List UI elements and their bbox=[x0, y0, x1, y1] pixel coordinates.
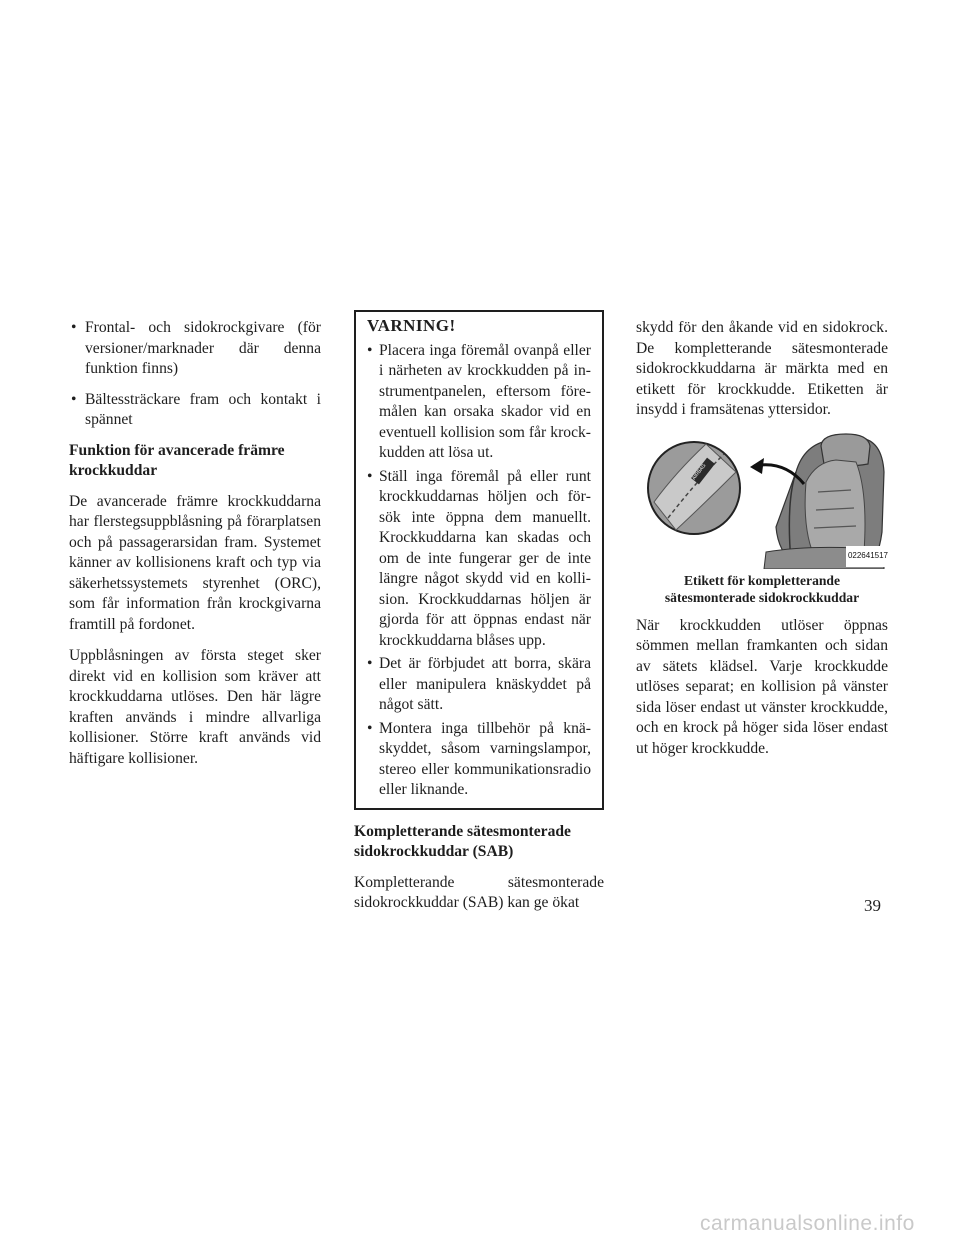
left-column bbox=[69, 318, 321, 780]
sensor-list bbox=[69, 318, 321, 431]
right-column bbox=[636, 318, 888, 770]
watermark: carmanualsonline.info bbox=[700, 1212, 915, 1235]
warning-item: • Ställ inga föremål på eller runt krockkuddarnas höljen och försök inte öppna dem manuellt. Krockkuddarna kan skadas och om de inte fungerar ger de inte längre något skydd vid en kollision. Krockkuddarnas höljen är gjorda för att öppnas endast när krockkuddarna blåses upp. bbox=[367, 467, 591, 652]
page-number: 39 bbox=[864, 896, 881, 915]
image-code: 022641517 bbox=[846, 546, 890, 567]
caption-line: Etikett för kompletterande bbox=[683, 572, 841, 588]
warning-box bbox=[354, 310, 604, 810]
middle-column bbox=[354, 318, 604, 925]
warning-list bbox=[367, 341, 591, 801]
section-heading: Kompletterande sätesmonterade sidokrockkuddar (SAB) bbox=[354, 822, 571, 860]
warning-title: VARNING! bbox=[367, 316, 456, 335]
body-paragraph: skydd för den åkande vid en sidokrock. De kompletterande sätesmonterade sidokrockkuddarna är märkta med en etikett för krockkudde. Etiketten är insydd i framsätenas yttersidor. bbox=[636, 319, 888, 418]
list-item: • Bältessträckare fram och kontakt i spännet bbox=[69, 390, 321, 431]
section-heading: Funktion för avancerade främre krockkuddar bbox=[69, 441, 285, 479]
warning-item: • Montera inga tillbehör på knäskyddet, såsom varningslampor, stereo eller kommunikationsradio eller liknande. bbox=[367, 719, 591, 801]
body-paragraph: De avancerade främre krockkuddarna har flerstegsuppblåsning på förarplatsen och på passagerarsidan fram. Systemet känner av kollisionens kraft och typ via säkerhetssystemets styrenhet (ORC), som får information från krockgivarna framtill på fordonet. bbox=[69, 492, 321, 633]
warning-item: • Det är förbjudet att borra, skära eller manipulera knäskyddet på något sätt. bbox=[367, 654, 591, 716]
seat-airbag-illustration bbox=[646, 432, 894, 569]
body-paragraph: Kompletterande sätesmonterade sidokrockkuddar (SAB) kan ge ökat bbox=[354, 873, 604, 911]
list-item: • Frontal- och sidokrockgivare (för versioner/marknader där denna funktion finns) bbox=[69, 318, 321, 380]
body-paragraph: Uppblåsningen av första steget sker direkt vid en kollision som kräver att krockkuddarna utlöses. Den här lägre kraften används i mindre allvarliga kollisioner. Större kraft används vid häftigare kollisioner. bbox=[69, 647, 321, 767]
body-paragraph: När krockkudden utlöser öppnas sömmen mellan framkanten och sidan av sätets klädsel. Varje krockkudde utlöses separat; en kollision på vänster sida löser endast ut vänster krockkudde, och en krock på höger sida löser endast ut höger krockkudde. bbox=[636, 616, 888, 757]
airbag-label-text: AIRBAG bbox=[691, 462, 708, 481]
caption-line: sätesmonterade sidokrockkuddar bbox=[664, 589, 860, 605]
figure-caption bbox=[636, 572, 888, 606]
warning-item: • Placera inga föremål ovanpå eller i närheten av krockkudden på instrumentpanelen, eftersom föremålen kan orsaka skador vid en eventuell kollision som får krockkudden att lösa ut. bbox=[367, 341, 591, 464]
